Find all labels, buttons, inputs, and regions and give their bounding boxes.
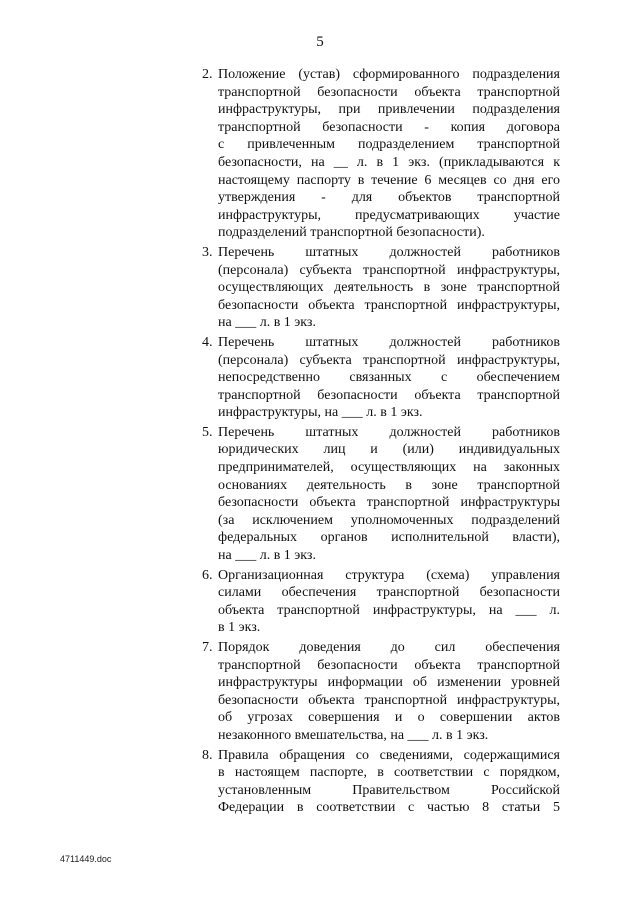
text-line: подразделений транспортной безопасности). [218,225,485,241]
text-line: инфраструктуры информации об изменении уровней [218,675,560,691]
list-item-number: 5. [202,424,213,440]
text-line: Перечень штатных должностей работников [218,334,560,350]
text-line: объекта транспортной инфраструктуры, на ___ л. [218,602,560,618]
text-line: инфраструктуры, при привлечении подразделения [218,102,560,118]
text-line: осуществляющих деятельность в зоне транспортной [218,280,560,296]
list-item-number: 7. [202,640,213,655]
text-line: Организационная структура (схема) управления [218,567,560,583]
text-line: (персонала) субъекта транспортной инфраструктуры, [218,262,560,278]
text-line: Правила обращения со сведениями, содержащимися [218,747,560,763]
list-item-number: 6. [202,567,213,583]
text-line: (персонала) субъекта транспортной инфраструктуры, [218,352,560,368]
text-line: безопасности, на __ л. в 1 экз. (прикладываются к [218,154,560,170]
list-item-number: 4. [202,334,213,350]
text-line: утверждения - для объектов транспортной [218,190,560,206]
text-line: основаниях деятельность в зоне транспортной [218,477,560,493]
text-line: (за исключением уполномоченных подразделений [218,512,560,528]
list-item-text [218,639,560,745]
text-line: Порядок доведения до сил обеспечения [218,640,560,655]
list-item-text [218,334,560,422]
text-line: безопасности объекта транспортной инфраструктуры, [218,692,560,708]
list-item [202,567,560,637]
text-line: безопасности объекта транспортной инфраструктуры, [218,297,560,313]
text-line: силами обеспечения транспортной безопасности [218,585,560,601]
text-line: предпринимателей, осуществляющих на законных [218,460,560,476]
list-item [202,66,560,242]
list-item [202,244,560,332]
list-item [202,334,560,422]
text-line: в настоящем паспорте, в соответствии с порядком, [218,765,560,781]
list-item-text [218,747,560,817]
text-line: юридических лиц и (или) индивидуальных [218,442,560,458]
text-line: на ___ л. в 1 экз. [218,315,316,331]
list-item-number: 3. [202,244,213,260]
text-line: установленным Правительством Российской [218,782,560,798]
text-line: Перечень штатных должностей работников [218,244,560,260]
list-item-text [218,244,560,332]
list-item-text [218,424,560,565]
document-item-list [202,66,560,819]
text-line: непосредственно связанных с обеспечением [218,370,560,386]
page-number: 5 [316,34,324,50]
list-item-text [218,567,560,637]
text-line: инфраструктуры, предусматривающих участие [218,207,560,223]
footer-document-id: 4711449.doc [60,854,112,864]
text-line: Федерации в соответствии с частью 8 статьи 5 [218,800,560,816]
text-line: транспортной безопасности объекта транспортной [218,84,560,100]
text-line: транспортной безопасности объекта транспортной [218,657,560,673]
text-line: безопасности объекта транспортной инфраструктуры [218,495,560,511]
text-line: инфраструктуры, на ___ л. в 1 экз. [218,405,423,421]
text-line: в 1 экз. [218,620,261,636]
list-item-text [218,66,560,242]
text-line: незаконного вмешательства, на ___ л. в 1 экз. [218,727,489,743]
list-item-number: 8. [202,747,213,763]
list-item-number: 2. [202,67,213,82]
text-line: настоящему паспорту в течение 6 месяцев со дня его [218,172,560,188]
text-line: Положение (устав) сформированного подразделения [218,67,560,82]
text-line: на ___ л. в 1 экз. [218,548,316,564]
text-line: с привлеченным подразделением транспортной [218,137,560,153]
list-item [202,747,560,817]
text-line: федеральных органов исполнительной власти), [218,530,560,546]
text-line: транспортной безопасности объекта транспортной [218,387,560,403]
text-line: об угрозах совершения и о совершении актов [218,710,560,726]
list-item [202,639,560,745]
text-line: Перечень штатных должностей работников [218,424,560,440]
list-item [202,424,560,565]
text-line: транспортной безопасности - копия договора [218,119,560,135]
